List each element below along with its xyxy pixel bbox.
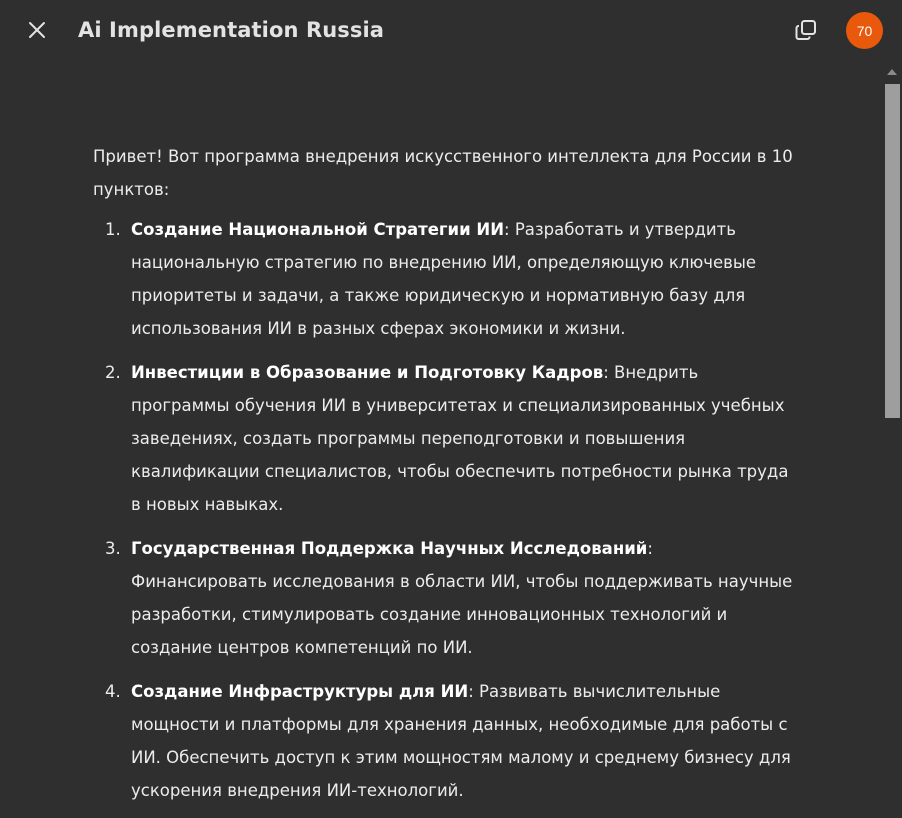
scrollbar-thumb[interactable] xyxy=(885,84,900,418)
list-item-number: 4. xyxy=(105,682,121,701)
list-item-title: Инвестиции в Образование и Подготовку Кадров xyxy=(131,363,604,382)
list-item xyxy=(93,675,793,807)
list-item-number: 2. xyxy=(105,363,121,382)
page-title: Ai Implementation Russia xyxy=(78,18,385,42)
list-item-text: : Внедрить программы обучения ИИ в университетах и специализированных учебных заведениях, создать программы переподготовки и повышения квалификации специалистов, чтобы обеспечить потребности рынка труда в новых навыках. xyxy=(131,363,789,514)
list-item-number: 1. xyxy=(105,220,121,239)
close-icon xyxy=(27,20,47,44)
chevron-up-icon[interactable] xyxy=(887,69,897,75)
list-item xyxy=(93,213,793,345)
list-item-text: : Финансировать исследования в области ИИ, чтобы поддерживать научные разработки, стимулировать создание инновационных технологий и создание центров компетенций по ИИ. xyxy=(131,539,793,657)
program-list xyxy=(93,213,793,807)
intro-text: Привет! Вот программа внедрения искусственного интеллекта для России в 10 пунктов: xyxy=(93,147,793,199)
header-bar xyxy=(0,0,902,64)
list-item-title: Создание Инфраструктуры для ИИ xyxy=(131,682,469,701)
close-button[interactable] xyxy=(22,17,52,47)
message-content xyxy=(93,140,793,818)
list-item xyxy=(93,356,793,521)
avatar[interactable]: 70 xyxy=(846,12,883,49)
list-item xyxy=(93,532,793,664)
list-item-title: Государственная Поддержка Научных Исследований xyxy=(131,539,648,558)
copy-icon xyxy=(794,18,818,46)
scrollbar[interactable] xyxy=(883,64,902,811)
list-item-text: : Развивать вычислительные мощности и платформы для хранения данных, необходимые для работы с ИИ. Обеспечить доступ к этим мощностям малому и среднему бизнесу для ускорения внедрения ИИ-технологий. xyxy=(131,682,791,800)
list-item-text: : Разработать и утвердить национальную стратегию по внедрению ИИ, определяющую ключевые приоритеты и задачи, а также юридическую и нормативную базу для использования ИИ в разных сферах экономики и жизни. xyxy=(131,220,757,338)
list-item-title: Создание Национальной Стратегии ИИ xyxy=(131,220,505,239)
list-item-number: 3. xyxy=(105,539,121,558)
copy-button[interactable] xyxy=(790,16,822,48)
